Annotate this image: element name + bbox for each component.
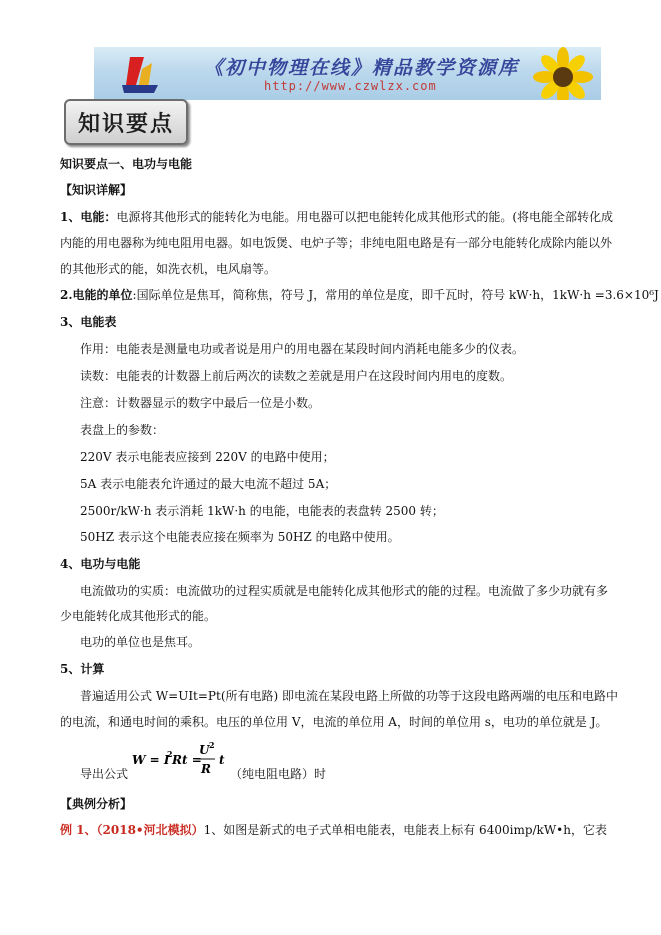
meter-line: 5A 表示电能表允许通过的最大电流不超过 5A； xyxy=(80,477,337,491)
meter-line: 注意：计数器显示的数字中最后一位是小数。 xyxy=(80,396,321,410)
meter-line: 50HZ 表示这个电能表应接在频率为 50HZ 的电路中使用。 xyxy=(80,530,400,544)
banner-title: 《初中物理在线》精品教学资源库 xyxy=(204,57,520,79)
example-1 xyxy=(60,822,607,838)
formula-exponent: 2 xyxy=(167,749,173,759)
paragraph-4-line-1: 电流做功的实质：电流做功的过程实质就是电能转化成其他形式的能的过程。电流做了多少功就有多 xyxy=(80,584,609,598)
example-analysis-label: 【典例分析】 xyxy=(60,797,133,811)
formula-t: t xyxy=(219,753,225,767)
p2-label: 2.电能的单位 xyxy=(60,288,133,302)
example-1-text: 1、如图是新式的电子式单相电能表，电能表上标有 6400imp/kW•h，它表 xyxy=(203,823,607,837)
meter-line: 220V 表示电能表应接到 220V 的电路中使用； xyxy=(80,450,335,464)
p1-text: 电源将其他形式的能转化为电能。用电器可以把电能转化成其他形式的能。(将电能全部转化成 xyxy=(116,210,614,224)
formula-numerator: U xyxy=(199,743,210,757)
paragraph-5-label: 5、计算 xyxy=(60,662,105,676)
formula-electric-work xyxy=(130,740,240,780)
p1-label: 1、电能： xyxy=(60,210,117,224)
paragraph-4-line-3: 电功的单位也是焦耳。 xyxy=(80,635,201,649)
paragraph-1-line-3: 的其他形式的能，如洗衣机，电风扇等。 xyxy=(60,262,277,276)
derive-prefix: 导出公式 xyxy=(80,767,129,781)
paragraph-3-label: 3、电能表 xyxy=(60,315,117,329)
sunflower-icon xyxy=(511,47,601,100)
logo-icon xyxy=(118,51,164,97)
meter-line: 读数：电能表的计数器上前后两次的读数之差就是用户在这段时间内用电的度数。 xyxy=(80,369,513,383)
meter-line: 作用：电能表是测量电功或者说是用户的用电器在某段时间内消耗电能多少的仪表。 xyxy=(80,342,525,356)
derive-suffix: （纯电阻电路）时 xyxy=(230,767,327,781)
meter-line: 2500r/kW·h 表示消耗 1kW·h 的电能，电能表的表盘转 2500 转； xyxy=(80,504,444,518)
header-banner xyxy=(94,47,601,100)
paragraph-5-line-2: 的电流，和通电时间的乘积。电压的单位用 V，电流的单位用 A，时间的单位用 s，电功的单位就是 J。 xyxy=(60,715,608,729)
banner-url: http://www.czwlzx.com xyxy=(264,79,437,93)
formula-lhs: W = I xyxy=(132,753,170,767)
formula-rt: Rt = xyxy=(172,753,202,767)
example-1-label: 例 1、（2018•河北模拟） xyxy=(60,823,204,837)
formula-numerator-exponent: 2 xyxy=(209,740,215,750)
paragraph-1-line-2: 内能的用电器称为纯电阻用电器。如电饭煲、电炉子等；非纯电阻电路是有一部分电能转化成除内能以外 xyxy=(60,236,613,250)
heading-knowledge-1: 知识要点一、电功与电能 xyxy=(60,157,193,171)
p2-text: :国际单位是焦耳，简称焦，符号 J，常用的单位是度，即千瓦时，符号 kW·h，1kW·h =3.6×10⁶J xyxy=(132,288,659,302)
paragraph-4-label: 4、电功与电能 xyxy=(60,557,141,571)
knowledge-detail-label: 【知识详解】 xyxy=(60,183,133,197)
paragraph-5-line-1: 普遍适用公式 W=UIt=Pt(所有电路) 即电流在某段电路上所做的功等于这段电路两端的电压和电路中 xyxy=(80,689,619,703)
paragraph-4-line-2: 少电能转化成其他形式的能。 xyxy=(60,609,217,623)
meter-line: 表盘上的参数： xyxy=(80,423,165,437)
formula-denominator: R xyxy=(201,762,211,776)
paragraph-2 xyxy=(60,287,659,303)
paragraph-1-line-1 xyxy=(60,209,613,225)
section-title: 知识要点 xyxy=(77,111,174,137)
section-title-box xyxy=(64,99,188,145)
